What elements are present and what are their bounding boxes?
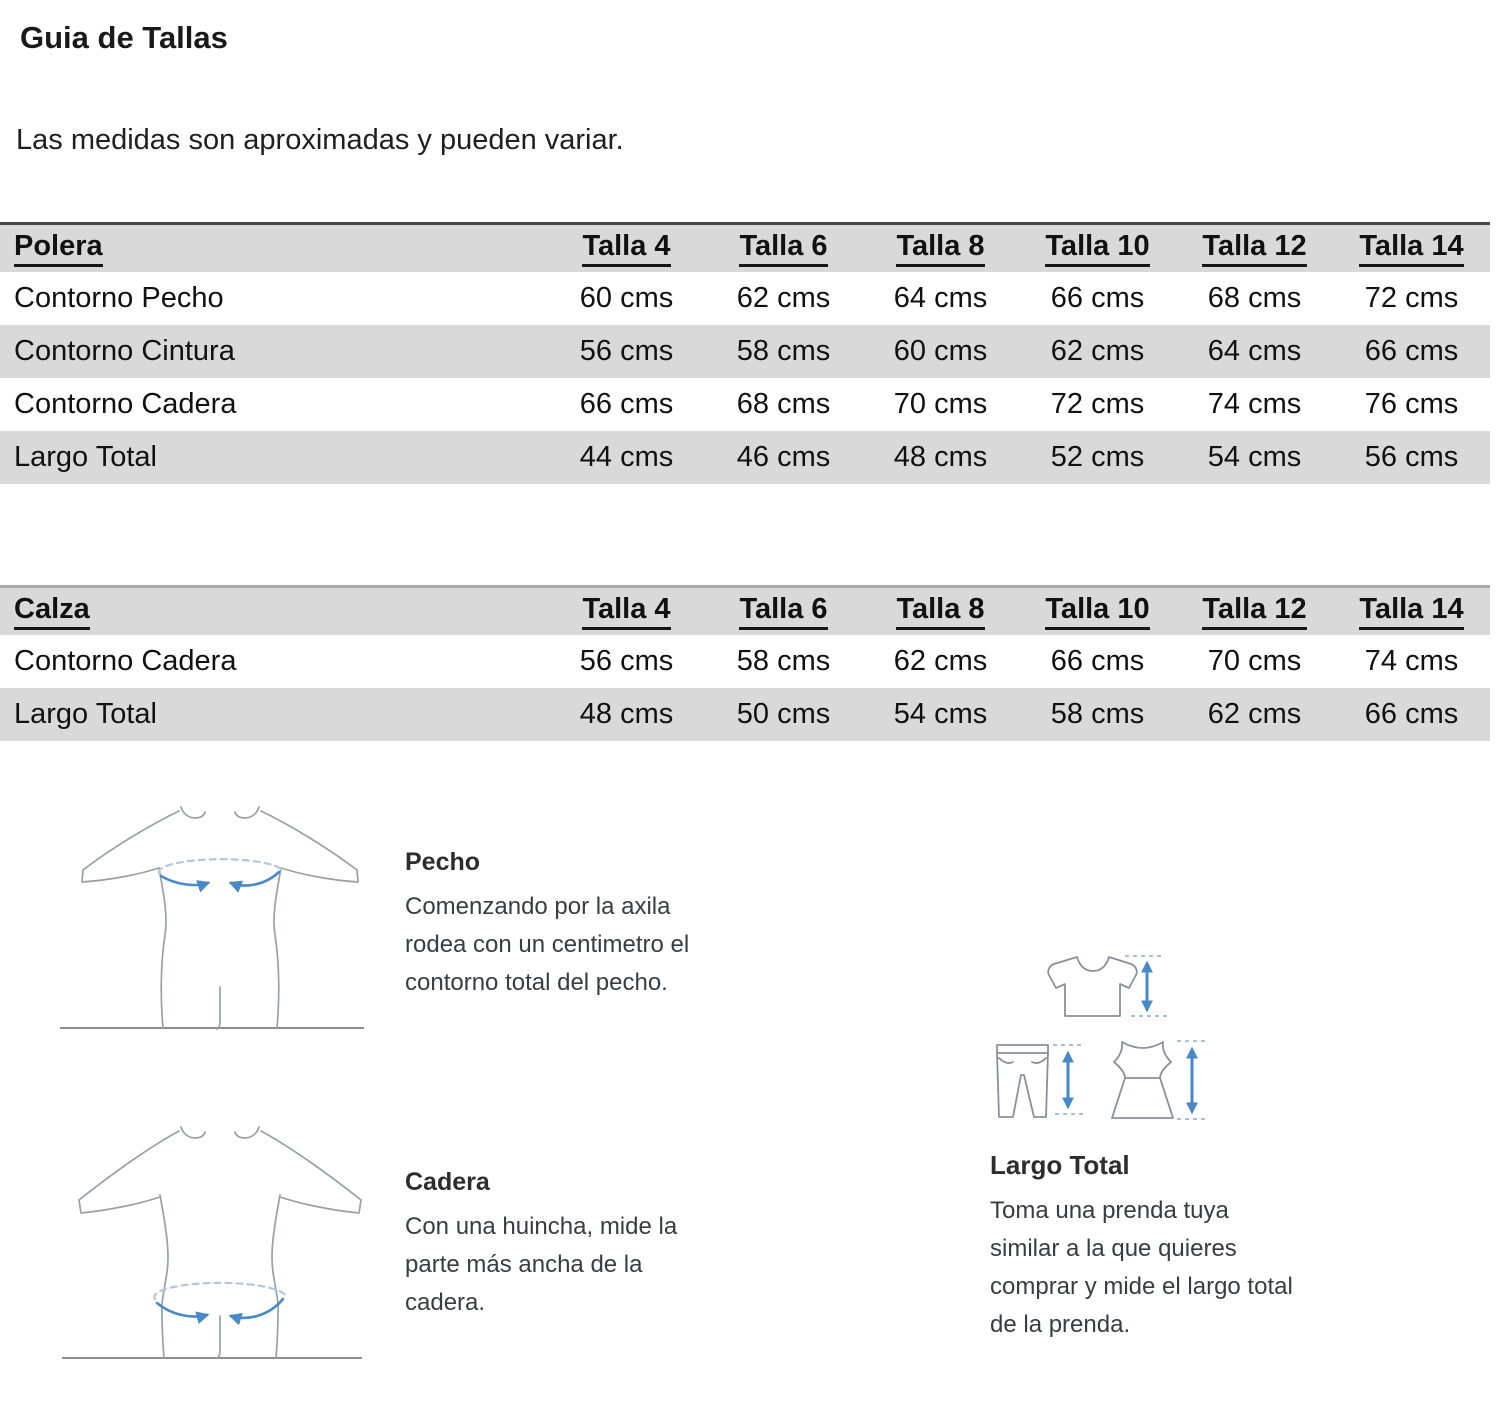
measure-value: 66 cms [1364, 334, 1459, 367]
measure-value: 60 cms [893, 334, 988, 367]
cadera-text-line: Con una huincha, mide la [405, 1213, 678, 1240]
size-header-cell [862, 224, 1019, 272]
measure-value: 58 cms [1050, 697, 1145, 730]
size-header-cell [1019, 224, 1176, 272]
table-name-label: Calza [14, 593, 90, 630]
measure-value: 56 cms [579, 334, 674, 367]
pecho-heading: Pecho [405, 848, 481, 876]
size-header-cell [1333, 224, 1490, 272]
page-subtitle: Las medidas son aproximadas y pueden variar. [16, 124, 624, 156]
measure-value: 48 cms [893, 440, 988, 473]
garment-length-icons [985, 945, 1235, 1145]
dress-icon [1112, 1042, 1173, 1118]
measure-value: 48 cms [579, 697, 674, 730]
size-header-cell [705, 224, 862, 272]
measure-value: 66 cms [579, 387, 674, 420]
cadera-heading: Cadera [405, 1168, 490, 1196]
measure-row [0, 635, 1490, 688]
measure-row [0, 272, 1490, 325]
body-outline [82, 807, 358, 1029]
measure-value: 56 cms [1364, 440, 1459, 473]
measure-tape-arrows-icon [159, 859, 281, 885]
pecho-text-line: Comenzando por la axila [405, 893, 671, 920]
size-header-label: Talla 6 [739, 230, 827, 267]
pants-icon [997, 1045, 1048, 1117]
size-header-cell [1176, 224, 1333, 272]
size-header-label: Talla 6 [739, 593, 827, 630]
size-header-cell [705, 587, 862, 635]
measure-label: Contorno Cadera [14, 387, 237, 420]
measure-value: 72 cms [1364, 281, 1459, 314]
measure-row [0, 688, 1490, 741]
size-header-cell [548, 224, 705, 272]
chest-figure [50, 780, 390, 1050]
size-header-cell [1176, 587, 1333, 635]
measure-value: 62 cms [1050, 334, 1145, 367]
measure-label: Largo Total [14, 440, 157, 473]
measure-value: 70 cms [893, 387, 988, 420]
measure-value: 58 cms [736, 644, 831, 677]
table-name-label: Polera [14, 230, 103, 267]
measure-label: Largo Total [14, 697, 157, 730]
measure-value: 46 cms [736, 440, 831, 473]
largo-text-line: similar a la que quieres [990, 1235, 1237, 1262]
measure-value: 60 cms [579, 281, 674, 314]
measure-value: 68 cms [1207, 281, 1302, 314]
measure-value: 62 cms [1207, 697, 1302, 730]
measure-value: 68 cms [736, 387, 831, 420]
measure-value: 74 cms [1364, 644, 1459, 677]
largo-total-instruction [990, 1150, 1410, 1344]
size-header-label: Talla 12 [1202, 230, 1306, 267]
measure-tape-arrows-icon [154, 1283, 285, 1318]
size-header-cell [1019, 587, 1176, 635]
largo-text-line: Toma una prenda tuya [990, 1197, 1229, 1224]
measure-value: 54 cms [893, 697, 988, 730]
cadera-text-line: cadera. [405, 1289, 486, 1316]
measure-value: 76 cms [1364, 387, 1459, 420]
size-table-header-row [0, 224, 1490, 272]
size-header-label: Talla 8 [896, 230, 984, 267]
size-header-label: Talla 10 [1045, 230, 1149, 267]
largo-total-heading: Largo Total [990, 1150, 1130, 1180]
measure-row [0, 325, 1490, 378]
measure-value: 62 cms [736, 281, 831, 314]
measure-value: 44 cms [579, 440, 674, 473]
pants-length-arrow-icon [1053, 1045, 1085, 1114]
body-outline [79, 1127, 361, 1358]
hip-figure [50, 1120, 390, 1404]
measure-value: 66 cms [1050, 644, 1145, 677]
table-name-cell [0, 224, 548, 272]
measure-value: 62 cms [893, 644, 988, 677]
measure-value: 70 cms [1207, 644, 1302, 677]
calza-size-table [0, 585, 1490, 741]
tshirt-icon [1048, 957, 1137, 1016]
size-header-cell [862, 587, 1019, 635]
measure-label: Contorno Cintura [14, 334, 235, 367]
measure-value: 54 cms [1207, 440, 1302, 473]
size-header-label: Talla 10 [1045, 593, 1149, 630]
largo-text-line: comprar y mide el largo total [990, 1273, 1293, 1300]
size-header-label: Talla 8 [896, 593, 984, 630]
size-header-label: Talla 14 [1359, 593, 1463, 630]
measure-value: 64 cms [1207, 334, 1302, 367]
measure-value: 50 cms [736, 697, 831, 730]
cadera-instruction [405, 1168, 805, 1322]
measure-value: 66 cms [1364, 697, 1459, 730]
size-header-label: Talla 4 [582, 230, 670, 267]
page-title: Guia de Tallas [20, 20, 228, 55]
measure-value: 64 cms [893, 281, 988, 314]
measure-label: Contorno Pecho [14, 281, 224, 314]
cadera-text-line: parte más ancha de la [405, 1251, 643, 1278]
largo-text-line: de la prenda. [990, 1311, 1131, 1338]
size-header-cell [548, 587, 705, 635]
measure-value: 56 cms [579, 644, 674, 677]
pecho-text-line: contorno total del pecho. [405, 969, 668, 996]
polera-size-table [0, 222, 1490, 484]
measure-row [0, 431, 1490, 484]
pecho-instruction [405, 848, 805, 1002]
measure-value: 58 cms [736, 334, 831, 367]
measure-value: 74 cms [1207, 387, 1302, 420]
size-header-label: Talla 4 [582, 593, 670, 630]
pecho-text-line: rodea con un centimetro el [405, 931, 690, 958]
measure-value: 52 cms [1050, 440, 1145, 473]
size-header-label: Talla 14 [1359, 230, 1463, 267]
measure-value: 72 cms [1050, 387, 1145, 420]
size-table-header-row [0, 587, 1490, 635]
measure-value: 66 cms [1050, 281, 1145, 314]
measure-label: Contorno Cadera [14, 644, 237, 677]
table-name-cell [0, 587, 548, 635]
size-header-label: Talla 12 [1202, 593, 1306, 630]
dress-length-arrow-icon [1177, 1041, 1207, 1119]
measure-row [0, 378, 1490, 431]
size-header-cell [1333, 587, 1490, 635]
